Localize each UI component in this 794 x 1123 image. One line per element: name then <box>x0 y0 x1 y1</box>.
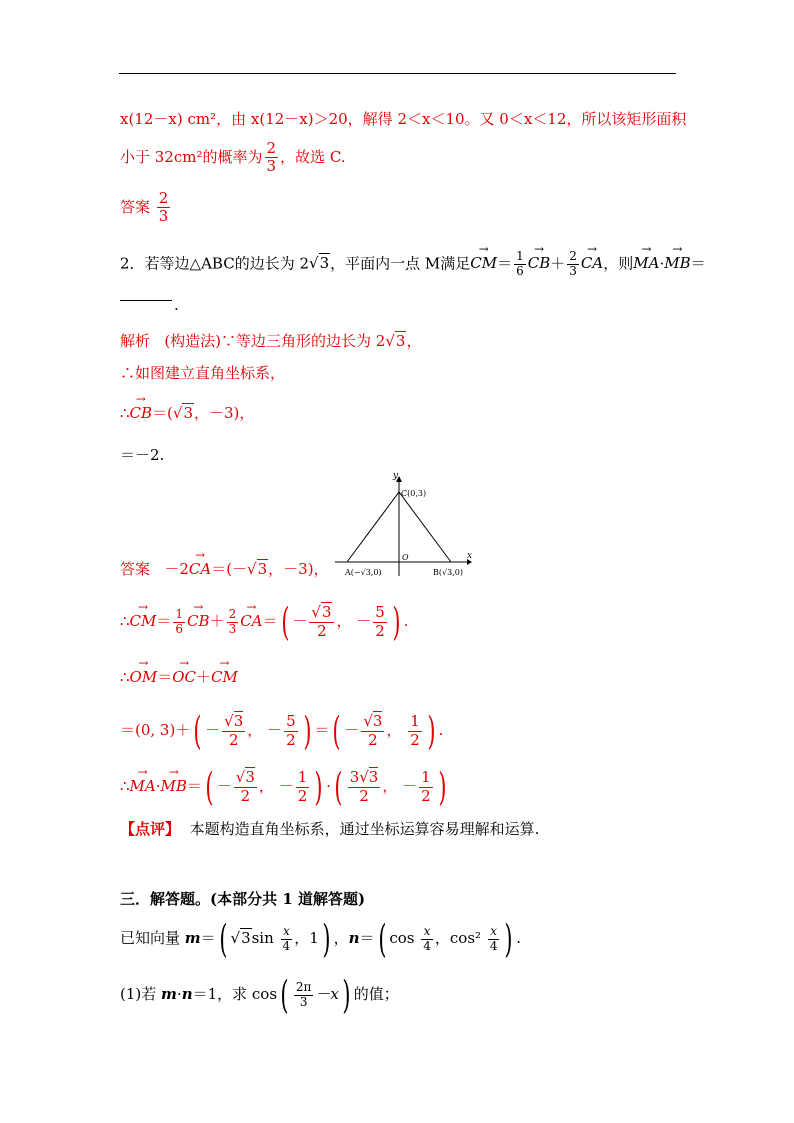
eq: ＝ <box>156 612 172 630</box>
vector-ca: → CA <box>189 560 211 578</box>
frac: $\frac{1}{2}$ <box>410 712 420 749</box>
comma: ， <box>247 721 263 739</box>
q3-text: 已知向量 <box>120 929 185 947</box>
q3-1-text: (1)若 <box>120 985 162 1003</box>
vector-m: m <box>184 929 201 947</box>
eq: ＝( <box>152 404 173 422</box>
analysis-line4: ＝－2. <box>120 446 165 464</box>
dot: · <box>176 985 182 1003</box>
right-paren: ) <box>504 917 513 961</box>
therefore: ∴ <box>120 777 130 795</box>
plus: ＋ <box>550 254 566 273</box>
comma: ， <box>333 929 349 947</box>
frac: $\frac{x}{4}$ <box>282 923 291 953</box>
therefore: ∴ <box>120 612 130 630</box>
frac: $\frac{√3}{2}$ <box>224 712 244 749</box>
vector-ca: → CA <box>581 254 603 272</box>
analysis-line3 <box>120 402 254 423</box>
q3-1-end: 的值； <box>353 985 399 1003</box>
left-paren: ( <box>280 973 289 1017</box>
frac: $\frac{1}{2}$ <box>297 768 308 805</box>
cos-squared: ，cos² <box>434 929 482 947</box>
tail: ，－3)， <box>268 560 329 578</box>
b-label: B(√3,0) <box>433 568 463 577</box>
answer-label: 答案 <box>120 197 151 216</box>
frac-2-3: $\frac{2}{3}$ <box>569 249 577 278</box>
cos: cos <box>389 929 415 947</box>
comma: ， <box>382 777 398 795</box>
analysis-line1 <box>120 330 421 351</box>
right-paren: ) <box>322 917 331 961</box>
frac-1-6: $\frac{1}{6}$ <box>516 249 524 278</box>
period: . <box>438 721 444 739</box>
analysis-label: 解析 <box>120 332 151 350</box>
answer2-line <box>120 558 329 579</box>
right-paren: ) <box>392 600 401 644</box>
coordinate-figure <box>335 470 475 580</box>
vector-cb: → CB <box>528 254 551 272</box>
sqrt: √3 <box>230 929 251 947</box>
right-paren: ) <box>438 765 447 809</box>
vector-oc: → OC <box>172 668 196 686</box>
eq: ＝ <box>359 929 375 947</box>
probability-fraction: $\frac{2}{3}$ <box>266 139 277 176</box>
a-label: A(−√3,0) <box>345 568 382 577</box>
minus: － <box>292 612 308 630</box>
sqrt: √3 <box>309 254 330 273</box>
sqrt: √3 <box>172 404 194 422</box>
sqrt: √3 <box>385 332 406 350</box>
vector-ca: → CA <box>240 612 262 630</box>
vector-cb: → CB <box>130 404 153 422</box>
solution1-text: 小于 32cm²的概率为 <box>120 147 263 166</box>
vector-mb: → MB <box>664 254 690 272</box>
section3-title: 三．解答题。(本部分共 1 道解答题) <box>120 890 366 908</box>
frac: $\frac{x}{4}$ <box>423 923 431 953</box>
frac: $\frac{5}{2}$ <box>286 712 296 749</box>
sin: sin <box>251 929 274 947</box>
q2-text: 2．若等边△ABC的边长为 2 <box>120 254 310 273</box>
left-paren: ( <box>193 709 202 753</box>
minus: － <box>216 777 232 795</box>
frac: $\frac{1}{6}$ <box>175 606 184 636</box>
sqrt: √3 <box>247 560 268 578</box>
vector-cb: → CB <box>187 612 210 630</box>
vector-cm: → CM <box>470 254 497 272</box>
vector-cm: → CM <box>130 612 157 630</box>
eq: ＝ <box>690 254 706 273</box>
left-paren: ( <box>334 765 343 809</box>
right-paren: ) <box>302 709 312 753</box>
frac: $\frac{3√3}{2}$ <box>349 768 379 805</box>
plus: ＋ <box>209 612 225 630</box>
solution1-line2 <box>120 140 346 176</box>
analysis-line2: ∴如图建立直角坐标系， <box>120 364 286 382</box>
frac: $\frac{√3}{2}$ <box>309 604 334 640</box>
solution1-tail: ，故选 C. <box>280 147 346 166</box>
om-computation <box>120 709 444 753</box>
analysis-text: (构造法)∵等边三角形的边长为 2 <box>164 332 386 350</box>
prefix: ＝(0, 3)＋ <box>120 721 191 739</box>
cm-computation <box>120 600 409 644</box>
comma: ， <box>258 777 274 795</box>
minus-x: －x <box>315 985 339 1003</box>
right-paren: ) <box>342 973 351 1017</box>
left-paren: ( <box>280 600 290 644</box>
answer1 <box>120 190 172 226</box>
om-sum <box>120 666 238 687</box>
eq: ＝ <box>314 721 330 739</box>
q2-then: ，则 <box>603 254 634 273</box>
left-paren: ( <box>219 917 228 961</box>
comment-text: 本题构造直角坐标系，通过坐标运算容易理解和运算. <box>189 820 540 838</box>
q3-1-eq: ＝1，求 cos <box>192 985 278 1003</box>
question3-part1 <box>120 973 399 1017</box>
frac: $\frac{2\pi}{3}$ <box>295 979 312 1009</box>
dot: · <box>326 777 331 795</box>
eq: ＝ <box>497 254 513 273</box>
header-rule <box>119 73 676 74</box>
vector-ma: → MA <box>633 254 659 272</box>
dot: · <box>155 777 161 795</box>
q2-text2: ，平面内一点 M满足 <box>330 254 471 273</box>
minus: － <box>205 721 221 739</box>
y-label: y <box>393 471 399 481</box>
eq: ＝ <box>186 777 202 795</box>
frac: $\frac{x}{4}$ <box>489 923 498 953</box>
comment <box>120 818 539 839</box>
vector-m: m <box>161 985 177 1003</box>
dot-product <box>120 765 450 809</box>
frac: $\frac{2}{3}$ <box>228 606 237 636</box>
q3-one: ，1 <box>294 929 319 947</box>
vector-cm: → CM <box>211 668 238 686</box>
minus: － <box>356 612 372 630</box>
eq: ＝ <box>262 612 278 630</box>
period: . <box>174 296 179 314</box>
dot: · <box>659 254 665 273</box>
vector-mb: → MB <box>161 777 187 795</box>
left-paren: ( <box>205 765 214 809</box>
answer-blank <box>120 300 172 301</box>
frac: $\frac{1}{2}$ <box>421 768 431 805</box>
left-paren: ( <box>377 917 386 961</box>
left-paren: ( <box>332 709 341 753</box>
answer1-fraction: $\frac{2}{3}$ <box>158 189 169 226</box>
tail: ，－3)， <box>194 404 255 422</box>
comma: ， <box>406 332 422 350</box>
frac: $\frac{√3}{2}$ <box>363 712 383 749</box>
right-paren: ) <box>427 709 436 753</box>
minus: － <box>267 721 283 739</box>
frac: $\frac{5}{2}$ <box>375 603 385 640</box>
therefore: ∴ <box>120 668 130 686</box>
eq: ＝(－ <box>211 560 248 578</box>
period: . <box>516 929 522 947</box>
solution1-line1: x(12－x) cm²，由 x(12－x)＞20，解得 2＜x＜10。又 0＜x＜12，所以该矩形面积 <box>120 110 687 128</box>
period: . <box>403 612 409 630</box>
therefore: ∴ <box>120 404 130 422</box>
question3 <box>120 917 522 961</box>
answer-label: 答案 <box>120 560 151 578</box>
minus: － <box>344 721 360 739</box>
eq: ＝ <box>157 668 173 686</box>
right-paren: ) <box>314 765 323 809</box>
comment-label: 【点评】 <box>120 820 181 838</box>
x-label: x <box>467 551 473 561</box>
vector-n: n <box>181 985 193 1003</box>
o-label: O <box>402 553 409 562</box>
minus: － <box>402 777 418 795</box>
question2 <box>120 250 706 279</box>
vector-om: → OM <box>130 668 158 686</box>
vector-ma: → MA <box>130 777 156 795</box>
comma: ， <box>386 721 402 739</box>
comma: ， <box>336 612 352 630</box>
c-label: C(0,3) <box>401 489 427 498</box>
minus: － <box>278 777 294 795</box>
frac: $\frac{√3}{2}$ <box>235 768 255 805</box>
coef: －2 <box>164 560 189 578</box>
vector-n: n <box>348 929 360 947</box>
plus: ＋ <box>196 668 212 686</box>
eq: ＝ <box>200 929 216 947</box>
